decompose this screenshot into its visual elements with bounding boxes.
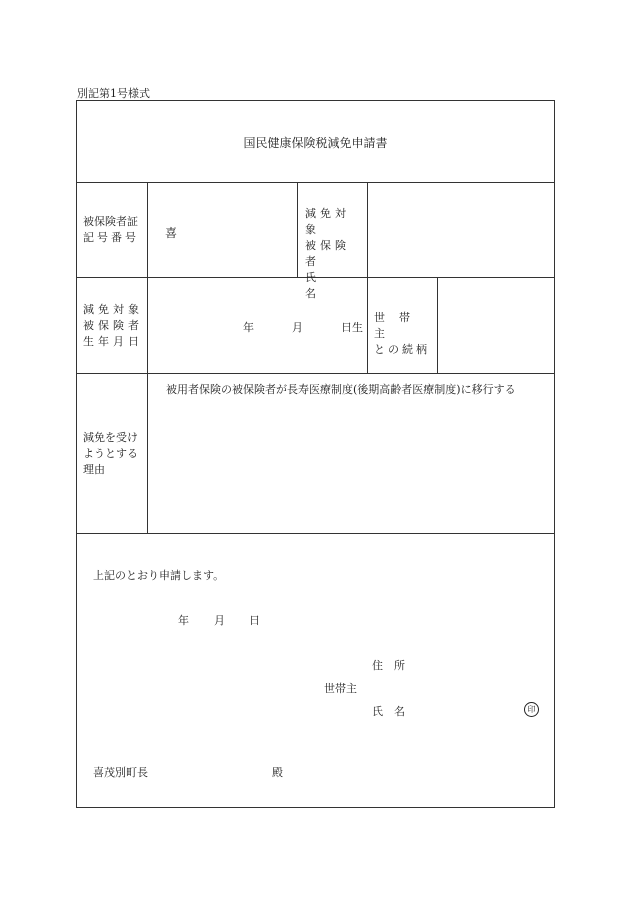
rule: [147, 182, 148, 534]
birth-day-suffix: 日生: [341, 321, 363, 334]
application-month-suffix: 月: [214, 614, 225, 627]
application-year-suffix: 年: [178, 614, 189, 627]
rule: [367, 182, 368, 374]
household-relation-field[interactable]: [444, 287, 548, 365]
householder-label: 世帯主: [324, 682, 357, 695]
birth-month-suffix: 月: [292, 321, 303, 334]
label-line: 被保険者: [83, 319, 143, 332]
seal-mark: 印: [524, 702, 539, 717]
label-line: 被保険者: [305, 239, 350, 268]
insurance-card-label: [83, 214, 141, 246]
label-line: 減免対象: [83, 303, 143, 316]
declaration-statement: 上記のとおり申請します。: [93, 569, 225, 582]
form-title: 国民健康保険税減免申請書: [243, 136, 388, 150]
name-label: 氏 名: [372, 705, 405, 718]
insurance-card-prefix: 喜: [165, 226, 178, 240]
address-label: 住 所: [372, 659, 405, 672]
label-line: 理由: [83, 463, 105, 476]
birthdate-field[interactable]: [155, 290, 360, 360]
application-date-field[interactable]: [140, 606, 270, 630]
label-line: 氏名: [305, 271, 346, 300]
label-line: 減免を受け: [83, 431, 138, 444]
label-line: 減免対象: [305, 207, 350, 236]
reason-field[interactable]: [155, 400, 547, 525]
name-field[interactable]: [420, 698, 515, 720]
reason-label: [83, 430, 145, 478]
label-line: 記号番号: [83, 231, 139, 244]
label-line: 世帯主: [374, 311, 424, 340]
label-line: ようとする: [83, 447, 138, 460]
reason-text: 被用者保険の被保険者が長寿医療制度(後期高齢者医療制度)に移行する: [166, 383, 516, 396]
rule: [437, 277, 438, 374]
form-number: 別記第1号様式: [77, 87, 150, 100]
household-relation-label: [374, 310, 434, 358]
rule: [297, 182, 298, 278]
address-field[interactable]: [420, 652, 545, 674]
honorific: 殿: [272, 766, 283, 779]
label-line: 生年月日: [83, 335, 143, 348]
insurance-card-number-field[interactable]: [185, 196, 290, 266]
target-person-name-field[interactable]: [375, 190, 547, 270]
target-person-name-label: [305, 206, 363, 302]
birthdate-label: [83, 302, 143, 350]
addressee: 喜茂別町長: [93, 766, 148, 779]
label-line: 被保険者証: [83, 215, 138, 228]
application-day-suffix: 日: [249, 614, 260, 627]
label-line: との続柄: [374, 343, 430, 356]
birth-year-suffix: 年: [243, 321, 254, 334]
